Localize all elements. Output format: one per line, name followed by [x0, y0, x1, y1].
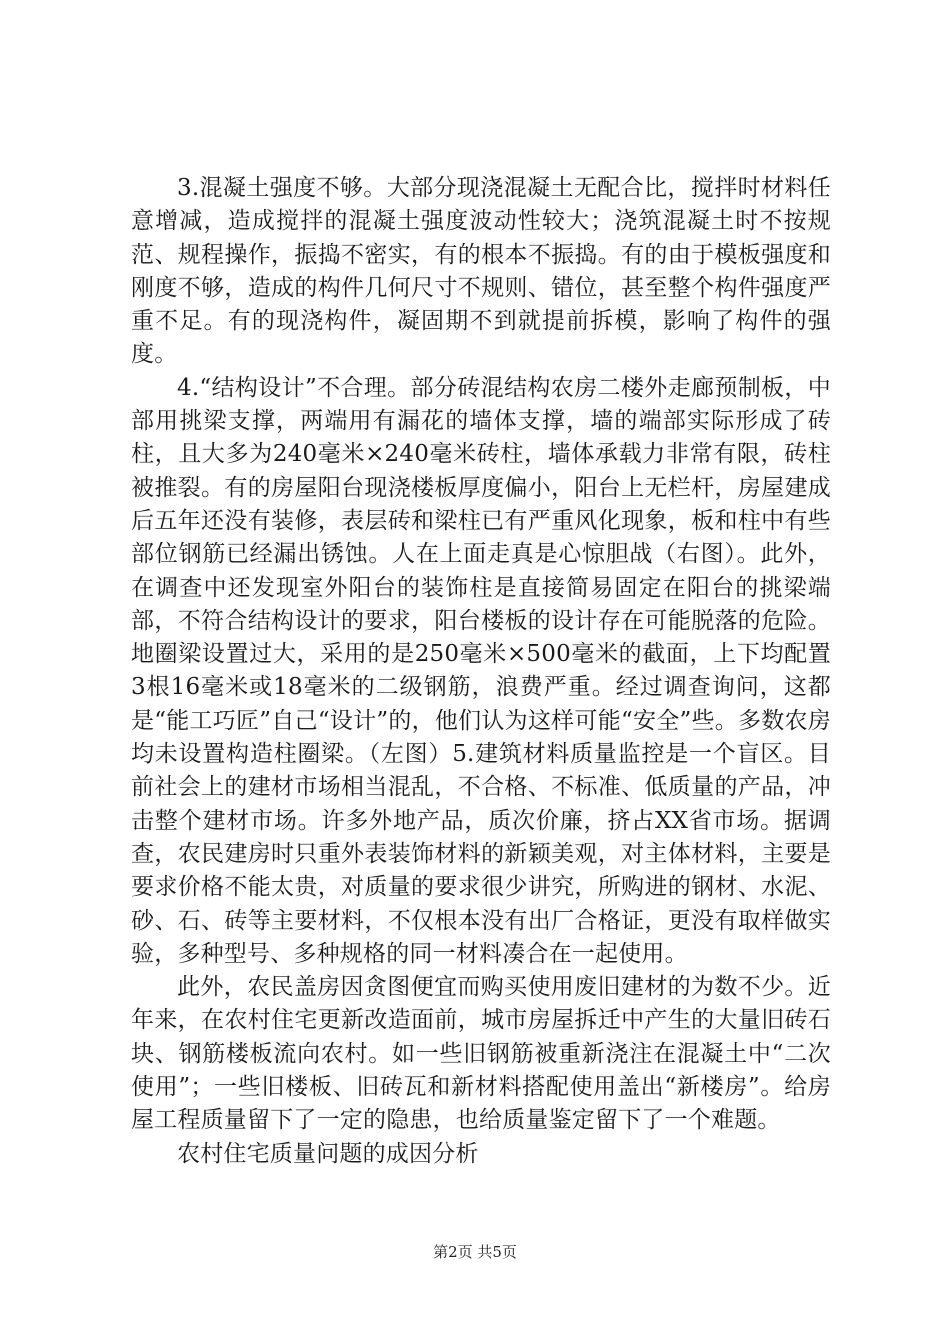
- page-footer: 第2页 共5页: [433, 1243, 517, 1261]
- paragraph-structural-design: 4.“结构设计”不合理。部分砖混结构农房二楼外走廊预制板，中部用挑梁支撑，两端用有漏花的墙体支撑，墙的端部实际形成了砖柱，且大多为240毫米×240毫米砖柱，墙体承载力非常有限，砖柱被推裂。有的房屋阳台现浇楼板厚度偏小，阳台上无栏杆，房屋建成后五年还没有装修，表层砖和梁柱已有严重风化现象，板和柱中有些部位钢筋已经漏出锈蚀。人在上面走真是心惊胆战（右图）。此外，在调查中还发现室外阳台的装饰柱是直接简易固定在阳台的挑梁端部，不符合结构设计的要求，阳台楼板的设计存在可能脱落的危险。地圈梁设置过大，采用的是250毫米×500毫米的截面，上下均配置3根16毫米或18毫米的二级钢筋，浪费严重。经过调查询问，这都是“能工巧匠”自己“设计”的，他们认为这样可能“安全”些。多数农房均未设置构造柱圈梁。（左图）5.建筑材料质量监控是一个盲区。目前社会上的建材市场相当混乱，不合格、不标准、低质量的产品，冲击整个建材市场。许多外地产品，质次价廉，挤占XX省市场。据调查，农民建房时只重外表装饰材料的新颖美观，对主体材料，主要是要求价格不能太贵，对质量的要求很少讲究，所购进的钢材、水泥、砂、石、砖等主要材料，不仅根本没有出厂合格证，更没有取样做实验，多种型号、多种规格的同一材料凑合在一起使用。: [131, 374, 831, 967]
- document-body: [131, 172, 831, 1171]
- paragraph-used-materials: 此外，农民盖房因贪图便宜而购买使用废旧建材的为数不少。近年来，在农村住宅更新改造面前，城市房屋拆迁中产生的大量旧砖石块、钢筋楼板流向农村。如一些旧钢筋被重新浇注在混凝土中“二次使用”；一些旧楼板、旧砖瓦和新材料搭配使用盖出“新楼房”。给房屋工程质量留下了一定的隐患，也给质量鉴定留下了一个难题。: [131, 974, 831, 1134]
- paragraph-concrete-strength: 3.混凝土强度不够。大部分现浇混凝土无配合比，搅拌时材料任意增减，造成搅拌的混凝土强度波动性较大；浇筑混凝土时不按规范、规程操作，振捣不密实，有的根本不振捣。有的由于模板强度和刚度不够，造成的构件几何尺寸不规则、错位，甚至整个构件强度严重不足。有的现浇构件，凝固期不到就提前拆模，影响了构件的强度。: [131, 175, 831, 368]
- section-heading-cause-analysis: 农村住宅质量问题的成因分析: [177, 1140, 479, 1167]
